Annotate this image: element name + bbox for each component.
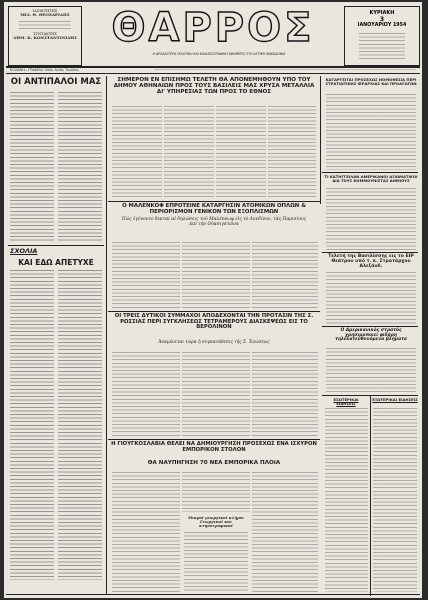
owner-label: ΙΔΙΟΚΤΗΤΗΣ <box>32 9 58 13</box>
editor-label: ΣΥΝΤΑΚΤΗΣ <box>33 31 57 36</box>
gioukoslavia-headline: Η ΓΙΟΥΓΚΟΣΛΑΒΙΑ ΘΕΛΕΙ ΝΑ ΔΗΜΙΟΥΡΓΗΣΗ ΠΡΟΣΕΧΩΣ ΕΝΑ ΙΣΧΥΡΟΝ ΕΜΠΟΡΙΚΟΝ ΣΤΟΛΟΝ <box>111 441 317 453</box>
newspaper-page <box>4 2 422 598</box>
malenkov-subhead: Πώς ἐγένοντο δεκταί αἱ δηλώσεις τοῦ Μαλένκωφ εἰς τὸ Λονδῖνον, τὰς Παρισίους καὶ τὴν Οὐασιγκτῶνα <box>121 217 307 227</box>
day-of-week: ΚΥΡΙΑΚΗ <box>369 10 395 16</box>
antipaloi-headline: ΟΙ ΑΝΤΙΠΑΛΟΙ ΜΑΣ <box>10 77 102 87</box>
dytikoi-headline: ΟΙ ΤΡΕΙΣ ΔΥΤΙΚΟΙ ΣΥΜΜΑΧΟΙ ΑΠΟΔΕΧΟΝΤΑΙ ΤΗΝ ΠΡΟΤΑΣΙΝ ΤΗΣ Σ. ΡΩΣΣΙΑΣ ΠΕΡΙ ΣΥΓΚΛΗΣΕΩΣ ΤΕΤΡΑΜΕΡΟΥΣ ΔΙΑΣΚΕΨΕΩΣ ΕΙΣ ΤΟ ΒΕΡΟΛΙΝΟΝ <box>114 313 314 331</box>
georgiaki-headline: Μικροί γεωργικοί κλήροι Γεωργικαί και κτηνοτροφικαί <box>187 515 245 528</box>
month-year: ΙΑΝΟΥΑΡΙΟΥ 1954 <box>357 23 407 28</box>
owner-name: ΜΙΛ. Θ. ΘΕΟΧΑΡΙΔΗΣ <box>20 12 70 18</box>
info-line: ΚΟΖΑΝΗ—ΓΡΑΦΕΙΑ: Οδός Αγίας Τριάδος <box>10 68 80 72</box>
right-mid-headline: ΤΙ ΚΑΤΗΓΓΕΙΛΑΝ ΑΜΕΡΙΚΑΝΟΙ ΑΞΙΩΜΑΤΙΚΟΙ ΔΙΑ ΤΟΥΣ ΚΟΜΜΟΥΝΙΣΤΑΣ ΔΗΜΙΟΥΣ <box>324 174 418 183</box>
gioukoslavia-subhead: ΘΑ ΝΑΥΠΗΓΗΣΗ 70 ΝΕΑ ΕΜΠΟΡΙΚΑ ΠΛΟΙΑ <box>147 460 281 466</box>
owner-box <box>8 6 82 66</box>
amerikanikos-headline: Ο Αμερικανικός στρατός χρησιμοποιεί φιδάρη τηλεκατευθυνόμενα βλήματα <box>335 328 407 343</box>
exoterikes-label: ΕΞΩΤΕΡΙΚΑΙ ΕΙΔΗΣΕΙΣ <box>372 397 418 402</box>
masthead-subtitle: Η ΑΡΧΑΙΟΤΕΡΑ ΠΟΛΙΤΙΚΗ ΚΑΙ ΕΙΔΗΣΕΟΓΡΑΦΙΚΗ ΕΦΗΜΕΡΙΣ ΣΤΗ ΔΥΤΙΚΗ ΜΑΚΕΔΟΝΙΑ <box>152 52 286 56</box>
kai-edo-headline: ΚΑΙ ΕΔΩ ΑΠΕΤΥΧΕ <box>18 258 94 267</box>
day-number: 3 <box>379 16 385 23</box>
esoterikes-label: ΕΣΩΤΕΡΙΚΑΙ ΕΙΔΗΣΕΙΣ <box>333 397 359 406</box>
date-box <box>344 6 420 66</box>
dytikoi-subhead: Ἀναμένεται τώρα ἡ συγκατάθεσις τῆς Σ. Ἑνώσεως <box>158 340 270 345</box>
telete-headline: Τελετή της Βασιλίσσης εις το ΕΙΡ Θεάτρου υπό τ. κ. Στρατάρχου Αλεξάνδ. <box>328 254 414 269</box>
malenkov-headline: Ο ΜΑΛΕΝΚΟΦ ΕΠΡΟΤΕΙΝΕ ΚΑΤΑΡΓΗΣΙΝ ΑΤΟΜΙΚΩΝ ΟΠΛΩΝ & ΠΕΡΙΟΡΙΣΜΟΝ ΓΕΝΙΚΟΝ ΤΩΝ ΕΞΟΠΛΙΣΜΩΝ <box>122 203 306 215</box>
main-headline: ΣΗΜΕΡΟΝ ΕΝ ΕΠΙΣΗΜΩ ΤΕΛΕΤΗ ΘΑ ΑΠΟΝΕΜΗΘΟΥΝ ΥΠΟ ΤΟΥ ΔΗΜΟΥ ΑΘΗΝΑΙΩΝ ΠΡΟΣ ΤΟΥΣ ΒΑΣΙΛΕΙΣ ΜΑΣ ΧΡΥΣΑ ΜΕΤΑΛΛΙΑ ΔΙ' ΥΠΗΡΕΣΙΑΣ ΤΩΝ ΠΡΟΣ ΤΟ ΕΘΝΟΣ <box>113 77 315 95</box>
sxolia-label: ΣΧΟΛΙΑ <box>10 247 38 255</box>
newspaper-title: ΘΑΡΡΟΣ <box>111 5 315 51</box>
editor-name: ΔΗΜ. Κ. ΚΩΝΣΤΑΝΤΙΝΙΔΗΣ <box>13 34 77 40</box>
right-top-headline: ΚΑΤΑΡΓΕΙΤΑΙ ΠΡΟΣΕΧΩΣ ΝΟΜΟΘΕΣΙΑ ΠΕΡΙ ΣΤΡΑΤΙΩΤΙΚΗΣ ΙΕΡΑΡΧΙΑΣ ΚΑΙ ΠΡΟΑΓΩΓΩΝ <box>325 77 417 86</box>
